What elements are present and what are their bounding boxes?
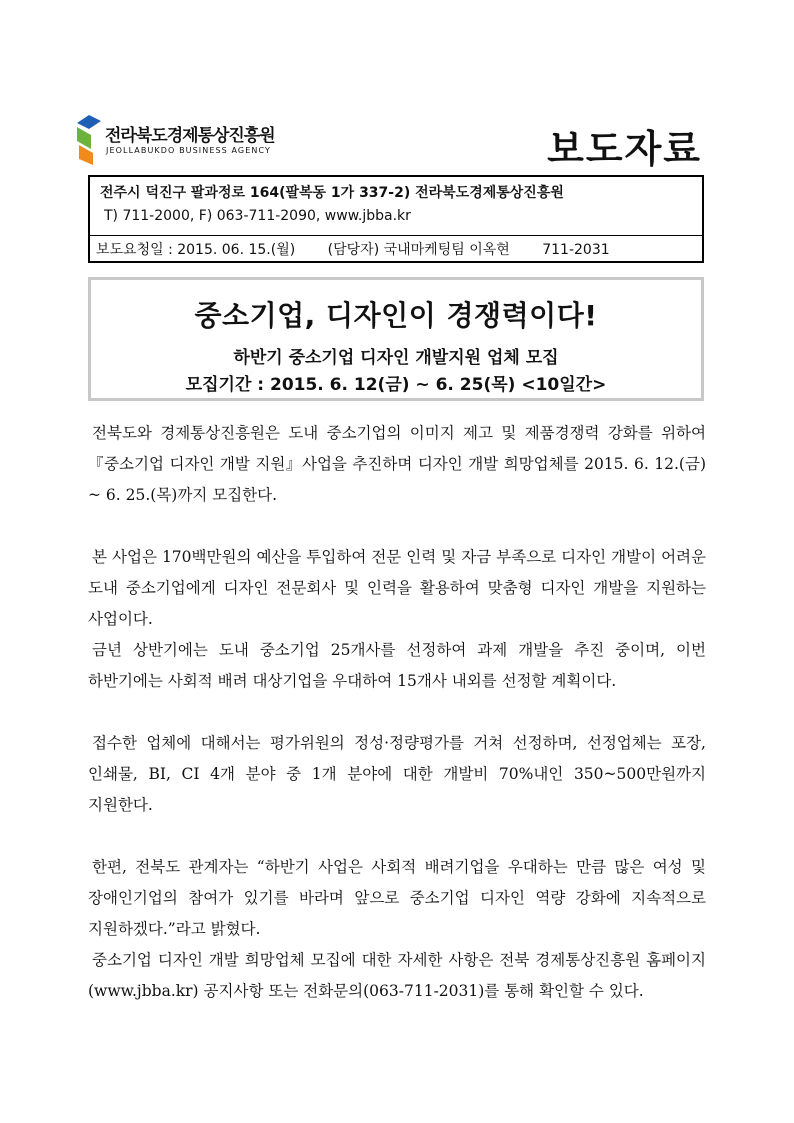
request-info-line: [90, 239, 702, 259]
contact-line: T) 711-2000, F) 063-711-2090, www.jbba.kr: [104, 208, 411, 224]
paragraph-budget: 본 사업은 170백만원의 예산을 투입하여 전문 인력 및 자금 부족으로 디자인 개발이 어려운 도내 중소기업에게 디자인 전문회사 및 인력을 활용하여 맞춤형 디자인 개발을 지원하는 사업이다.: [88, 548, 706, 628]
paragraph-official-quote: 한편, 전북도 관계자는 “하반기 사업은 사회적 배려기업을 우대하는 만큼 많은 여성 및 장애인기업의 참여가 있기를 바라며 앞으로 중소기업 디자인 역량 강화에 지속적으로 지원하겠다.”라고 밝혔다.: [88, 858, 706, 938]
contact-phone: 711-2031: [542, 242, 610, 258]
agency-logo: [77, 115, 297, 165]
paragraph-evaluation: 접수한 업체에 대해서는 평가위원의 정성·정량평가를 거쳐 선정하며, 선정업체는 포장, 인쇄물, BI, CI 4개 분야 중 1개 분야에 대한 개발비 70%내인 350~500만원까지 지원한다.: [88, 734, 706, 814]
logo-text-english: JEOLLABUKDO BUSINESS AGENCY: [106, 146, 271, 155]
contact-person: (담당자) 국내마케팅팀 이옥현: [327, 242, 510, 258]
article-body: [88, 418, 706, 1007]
paragraph-inquiry: 중소기업 디자인 개발 희망업체 모집에 대한 자세한 사항은 전북 경제통상진흥원 홈페이지(www.jbba.kr) 공지사항 또는 전화문의(063-711-2031)를 통해 확인할 수 있다.: [88, 951, 706, 1000]
headline-box: [88, 277, 704, 401]
request-date: 보도요청일 : 2015. 06. 15.(월): [96, 242, 296, 258]
document-type-title: 보도자료: [547, 127, 702, 171]
logo-text-korean: 전라북도경제통상진흥원: [105, 126, 275, 146]
headline-title: 중소기업, 디자인이 경쟁력이다!: [194, 299, 598, 332]
logo-mark-icon: [77, 115, 103, 165]
address-line: 전주시 덕진구 팔과정로 164(팔복동 1가 337-2) 전라북도경제통상진흥원: [100, 185, 564, 201]
paragraph-selection-plan: 금년 상반기에는 도내 중소기업 25개사를 선정하여 과제 개발을 추진 중이며, 이번 하반기에는 사회적 배려 대상기업을 우대하여 15개사 내외를 선정할 계획이다.: [88, 641, 706, 690]
headline-subtitle: 하반기 중소기업 디자인 개발지원 업체 모집: [233, 348, 559, 368]
paragraph-intro: 전북도와 경제통상진흥원은 도내 중소기업의 이미지 제고 및 제품경쟁력 강화를 위하여『중소기업 디자인 개발 지원』사업을 추진하며 디자인 개발 희망업체를 2015. 6. 12.(금) ~ 6. 25.(목)까지 모집한다.: [88, 424, 706, 504]
info-divider: [90, 235, 702, 236]
recruitment-period: 모집기간 : 2015. 6. 12(금) ~ 6. 25(목) <10일간>: [185, 375, 607, 395]
contact-info-box: [88, 175, 704, 263]
